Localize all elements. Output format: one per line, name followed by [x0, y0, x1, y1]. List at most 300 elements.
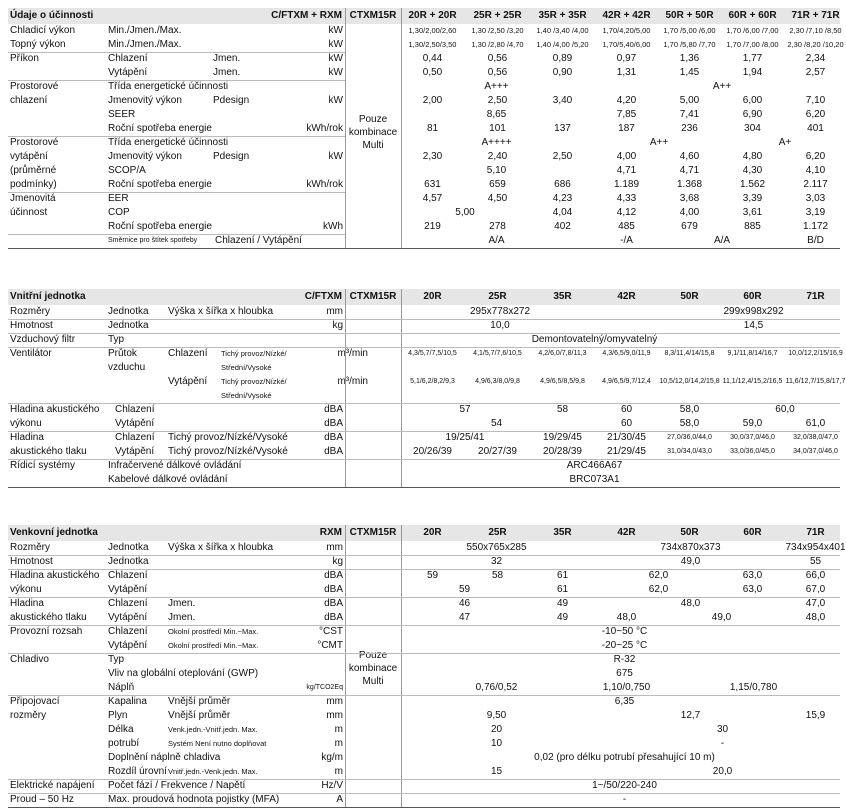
column-header: 50R [680, 527, 699, 538]
unit: kg [332, 320, 343, 331]
divider [8, 347, 840, 348]
value-cell: 3,19 [805, 207, 826, 218]
column-header: CTXM15R [349, 291, 397, 302]
value-cell: 47,0 [805, 598, 826, 609]
value-cell: 58 [556, 404, 569, 415]
table-row [8, 52, 840, 66]
table-row [8, 667, 840, 681]
row-detail: Okolní prostředí Min.~Max. [168, 641, 259, 650]
value-cell: 20/26/39 [413, 446, 452, 457]
table-row [8, 639, 840, 653]
table-row [8, 459, 840, 473]
value-cell: 4,60 [679, 151, 700, 162]
value-cell: 1,70/4,20/5,00 [602, 26, 651, 35]
value-cell: 1,15/0,780 [729, 682, 778, 693]
divider [8, 653, 840, 654]
row-label: výkonu [10, 418, 42, 429]
value-cell: 54 [490, 418, 503, 429]
value-cell: 2,00 [422, 95, 443, 106]
note-line: Pouze [358, 114, 388, 125]
value-cell: 1,70 /7,00 /8,00 [726, 40, 779, 49]
row-label: Hmotnost [10, 320, 53, 331]
value-cell: 5,1/6,2/8,2/9,3 [410, 378, 455, 385]
value-cell: 61 [556, 570, 569, 581]
value-cell: 304 [744, 123, 761, 134]
value-cell: 401 [807, 123, 824, 134]
divider [8, 695, 840, 696]
value-cell: 59,0 [742, 418, 763, 429]
divider [8, 136, 345, 137]
value-cell: 1,70/5,40/6,00 [602, 40, 651, 49]
value-cell: 1,30 /2,50 /3,20 [471, 26, 524, 35]
divider [8, 779, 840, 780]
table-row [8, 178, 840, 192]
value-cell: 0,50 [422, 67, 443, 78]
row-label: (průměrné [10, 165, 57, 176]
value-cell: 2,40 [487, 151, 508, 162]
value-cell: 7,10 [805, 95, 826, 106]
multi-only-note [345, 113, 401, 152]
row-sublabel: Vliv na globální oteplování (GWP) [108, 668, 259, 679]
value-cell: 2.117 [803, 179, 828, 190]
row-label: Rozměry [10, 306, 51, 317]
value-cell: 4,57 [422, 193, 443, 204]
divider [8, 807, 840, 808]
divider [8, 248, 840, 249]
value-cell: 30 [716, 724, 729, 735]
value-cell: 278 [489, 221, 506, 232]
row-label: Topný výkon [10, 39, 66, 50]
unit: kWh/rok [306, 123, 343, 134]
table-row [8, 361, 840, 375]
column-header: 35R + 35R [538, 10, 587, 21]
indoor-unit-table [8, 289, 846, 487]
table-row [8, 653, 840, 667]
row-sublabel: SCOP/A [108, 165, 146, 176]
table-row [8, 709, 840, 723]
value-cell: 15 [490, 766, 503, 777]
value-cell: 3,61 [742, 207, 763, 218]
value-cell: 20/27/39 [478, 446, 517, 457]
column-header: 71R [806, 291, 825, 302]
value-cell: 2,30 [422, 151, 443, 162]
column-header: 60R [743, 291, 762, 302]
table-row [8, 94, 840, 108]
value-cell: 6,20 [805, 109, 826, 120]
row-sublabel: Kabelové dálkové ovládání [108, 474, 228, 485]
value-cell: 299x998x292 [723, 306, 784, 317]
column-header: 42R + 42R [602, 10, 651, 21]
value-cell: 60,0 [775, 404, 795, 415]
value-cell: 0,90 [552, 67, 573, 78]
value-cell: 10 [490, 738, 503, 749]
divider [8, 569, 840, 570]
row-sublabel: Max. proudová hodnota pojistky (MFA) [108, 794, 280, 805]
value-cell: 49,0 [680, 556, 701, 567]
table-row [8, 597, 840, 611]
unit: °CMT [317, 640, 343, 651]
table-row [8, 625, 840, 639]
row-label: Prostorové [10, 137, 59, 148]
value-cell: 1,40 /3,40 /4,00 [536, 26, 589, 35]
table-row [8, 403, 840, 417]
column-header: CTXM15R [349, 10, 397, 21]
column-header: 50R [680, 291, 699, 302]
unit: mm [326, 542, 343, 553]
divider [8, 234, 345, 235]
table-row [8, 473, 840, 487]
value-cell: -/A [620, 235, 633, 246]
table-row [8, 541, 846, 555]
row-label: Elektrické napájení [10, 780, 95, 791]
value-cell: 48,0 [616, 612, 637, 623]
value-cell: 1,36 [679, 53, 700, 64]
note-line: Pouze [358, 650, 388, 661]
value-cell: 101 [489, 123, 506, 134]
row-sublabel: Typ [108, 334, 125, 345]
value-cell: 0,76/0,52 [475, 682, 518, 693]
value-cell: A/A [488, 235, 505, 246]
row-label: Hmotnost [10, 556, 53, 567]
value-cell: 20/28/39 [543, 446, 582, 457]
row-sublabel: Jednotka [108, 556, 149, 567]
row-detail: Venk.jedn.-Vnitř.jedn. Max. [168, 725, 258, 734]
unit: kW [328, 151, 343, 162]
table-row [8, 723, 840, 737]
value-cell: 6,35 [614, 696, 635, 707]
table-row [8, 80, 840, 94]
value-cell: 19/29/45 [543, 432, 582, 443]
row-detail: Výška x šířka x hloubka [168, 542, 274, 553]
value-cell: 11,1/12,4/15,2/16,5 [722, 378, 783, 385]
row-sublabel: Min./Jmen./Max. [108, 39, 182, 50]
value-cell: 402 [554, 221, 571, 232]
unit: kg [332, 556, 343, 567]
value-cell: 8,3/11,4/14/15,8 [664, 350, 715, 357]
row-sublabel: Jednotka [108, 306, 149, 317]
table-row [8, 108, 840, 122]
column-header: C/FTXM [304, 291, 342, 302]
table-row [8, 220, 840, 234]
column-header: 25R [488, 527, 507, 538]
value-cell: 5,10 [486, 165, 507, 176]
value-cell: - [720, 738, 725, 749]
table-row [8, 164, 840, 178]
value-cell: 31,0/34,0/43,0 [667, 448, 712, 455]
row-sublabel: Třída energetické účinnosti [108, 137, 229, 148]
value-cell: 27,0/36,0/44,0 [667, 434, 712, 441]
unit: mm [326, 696, 343, 707]
value-cell: 219 [424, 221, 441, 232]
value-cell: 885 [744, 221, 761, 232]
value-cell: 1.172 [802, 221, 829, 232]
table-title: Venkovní jednotka [10, 527, 98, 538]
value-cell: 33,0/36,0/45,0 [730, 448, 775, 455]
value-cell: 0,97 [616, 53, 637, 64]
row-sublabel: Vytápění [108, 67, 148, 78]
row-label: Příkon [10, 53, 39, 64]
column-header: 20R + 20R [408, 10, 457, 21]
row-label: rozměry [10, 710, 47, 721]
divider [345, 525, 346, 807]
value-cell: 4,71 [616, 165, 637, 176]
row-label: Hladina [10, 432, 44, 443]
row-sublabel: EER [108, 193, 129, 204]
value-cell: 4,50 [487, 193, 508, 204]
unit: m³/min [337, 376, 368, 387]
row-detail: Pdesign [213, 151, 250, 162]
value-cell: 485 [618, 221, 635, 232]
value-cell: 4,33 [616, 193, 637, 204]
value-cell: 6,00 [742, 95, 763, 106]
value-cell: 32 [490, 556, 503, 567]
value-cell: 10,5/12,0/14,2/15,8 [659, 378, 720, 385]
table-row [8, 122, 840, 136]
value-cell: 1.189 [613, 179, 640, 190]
row-sublabel: COP [108, 207, 130, 218]
unit: m [334, 738, 343, 749]
value-cell: 1,10/0,750 [602, 682, 651, 693]
value-cell: A++ [649, 137, 669, 148]
row-label: Hladina akustického [10, 570, 100, 581]
value-cell: 2,50 [552, 151, 573, 162]
column-header: CTXM15R [349, 527, 397, 538]
row-sublabel: Počet fází / Frekvence / Napětí [108, 780, 246, 791]
table-title: Údaje o účinnosti [10, 10, 94, 21]
value-cell: 6,90 [742, 109, 763, 120]
row-sublabel: vzduchu [108, 362, 146, 373]
value-cell: 0,44 [422, 53, 443, 64]
row-detail: Pdesign [213, 95, 250, 106]
value-cell: 46 [458, 598, 471, 609]
row-label: Prostorové [10, 81, 59, 92]
value-cell: 0,56 [487, 67, 508, 78]
value-cell: 4,20 [616, 95, 637, 106]
value-cell: 32,0/38,0/47,0 [793, 434, 838, 441]
row-sublabel: Vytápění [108, 612, 148, 623]
row-sublabel: Vytápění [108, 640, 148, 651]
unit: kg/TCO2Eq [306, 684, 343, 691]
row-detail: Střední/Vysoké [221, 363, 272, 372]
value-cell: 137 [554, 123, 571, 134]
row-label: Rozměry [10, 542, 51, 553]
column-header: 42R [617, 527, 636, 538]
unit: A [336, 794, 343, 805]
value-cell: 1,45 [679, 67, 700, 78]
table-row [8, 611, 840, 625]
value-cell: A+++ [484, 81, 509, 92]
unit: dBA [324, 432, 343, 443]
value-cell: 49 [556, 598, 569, 609]
row-detail: Jmen. [168, 612, 196, 623]
value-cell: A+ [778, 137, 792, 148]
table-row [8, 765, 840, 779]
value-cell: 4,80 [742, 151, 763, 162]
value-cell: 15,9 [805, 710, 826, 721]
value-cell: 62,0 [648, 570, 669, 581]
note-line: Multi [362, 140, 384, 151]
value-cell: 686 [554, 179, 571, 190]
value-cell: 19/25/41 [445, 432, 485, 443]
value-cell: 60 [620, 418, 633, 429]
value-cell: 1,31 [616, 67, 637, 78]
value-cell: -10~50 °C [601, 626, 648, 637]
row-detail: Tichý provoz/Nízké/ [221, 349, 287, 358]
row-sublabel: Chlazení [108, 570, 148, 581]
table-header [8, 8, 840, 24]
row-detail: Střední/Vysoké [221, 391, 272, 400]
value-cell: 2,57 [805, 67, 826, 78]
row-label: Chladivo [10, 654, 49, 665]
unit: mm [326, 710, 343, 721]
value-cell: 4,04 [552, 207, 573, 218]
value-cell: 4,2/6,0/7,8/11,3 [538, 350, 587, 357]
table-row [8, 569, 840, 583]
table-row [8, 681, 840, 695]
column-header: 20R [423, 527, 442, 538]
divider [8, 487, 840, 488]
column-header: 71R [806, 527, 825, 538]
value-cell: 57 [459, 404, 471, 415]
column-header: 71R + 71R [791, 10, 840, 21]
unit: kW [328, 25, 343, 36]
divider [8, 793, 840, 794]
row-label: vytápění [10, 151, 48, 162]
note-line: kombinace [348, 127, 398, 138]
unit: kW [328, 53, 343, 64]
value-cell: R-32 [613, 654, 636, 665]
value-cell: 21/30/45 [607, 432, 646, 443]
row-sublabel: Průtok [108, 348, 137, 359]
table-row [8, 389, 840, 403]
table-row [8, 431, 840, 445]
value-cell: 20 [490, 724, 503, 735]
value-cell: 5,00 [679, 95, 700, 106]
divider [8, 431, 840, 432]
row-label: Připojovací [10, 696, 60, 707]
row-sublabel: Náplň [108, 682, 135, 693]
row-detail: Tichý provoz/Nízké/Vysoké [168, 446, 288, 457]
value-cell: 4,12 [616, 207, 637, 218]
value-cell: 7,41 [679, 109, 700, 120]
row-label: výkonu [10, 584, 42, 595]
row-sublabel: Vytápění [115, 446, 155, 457]
value-cell: 1,77 [742, 53, 763, 64]
divider [401, 525, 402, 807]
column-header: 42R [617, 291, 636, 302]
row-label: Jmenovitá [10, 193, 56, 204]
column-header: C/FTXM + RXM [271, 10, 342, 21]
column-header: 35R [553, 527, 572, 538]
row-sublabel: Roční spotřeba energie [108, 179, 212, 190]
divider [8, 319, 840, 320]
value-cell: 55 [809, 556, 822, 567]
row-detail: Jmen. [213, 67, 241, 78]
value-cell: 8,65 [486, 109, 507, 120]
value-cell: 0,02 (pro délku potrubí přesahující 10 m) [534, 752, 715, 763]
value-cell: 4,1/5,7/7,6/10,5 [473, 350, 522, 357]
row-sublabel: potrubí [108, 738, 140, 749]
row-sublabel: Jmenovitý výkon [108, 95, 182, 106]
table-row [8, 737, 840, 751]
unit: dBA [324, 446, 343, 457]
value-cell: 295x778x272 [469, 306, 531, 317]
row-label: Vzduchový filtr [10, 334, 76, 345]
value-cell: 4,10 [805, 165, 826, 176]
value-cell: 4,00 [616, 151, 637, 162]
value-cell: - [622, 794, 627, 805]
value-cell: 1.368 [676, 179, 703, 190]
value-cell: 58,0 [679, 404, 700, 415]
value-cell: 631 [424, 179, 441, 190]
unit: dBA [324, 418, 343, 429]
row-detail: Jmen. [168, 598, 196, 609]
value-cell: 4,9/6,3/8,0/9,8 [475, 378, 520, 385]
row-sublabel: Chlazení [108, 626, 148, 637]
unit: kW [328, 67, 343, 78]
value-cell: 187 [618, 123, 635, 134]
divider [8, 625, 840, 626]
row-label: Chladicí výkon [10, 25, 76, 36]
value-cell: 63,0 [742, 584, 763, 595]
divider [8, 403, 840, 404]
value-cell: 2,30 /7,10 /8,50 [789, 26, 842, 35]
value-cell: 2,50 [487, 95, 508, 106]
table-row [8, 38, 844, 52]
value-cell: 3,68 [679, 193, 700, 204]
table-row [8, 583, 840, 597]
value-cell: A++++ [481, 137, 512, 148]
unit: dBA [324, 404, 343, 415]
value-cell: 0,56 [487, 53, 508, 64]
row-detail: Chlazení / Vytápění [215, 235, 302, 246]
unit: m [334, 724, 343, 735]
table-row [8, 445, 840, 459]
table-row [8, 375, 846, 389]
value-cell: 34,0/37,0/46,0 [793, 448, 838, 455]
value-cell: 10,0/12,2/15/16,9 [788, 350, 843, 357]
unit: dBA [324, 584, 343, 595]
value-cell: 3,39 [742, 193, 763, 204]
column-header: 60R + 60R [728, 10, 777, 21]
value-cell: 1,94 [742, 67, 763, 78]
table-row [8, 150, 840, 164]
table-row [8, 136, 840, 150]
divider [8, 555, 840, 556]
divider [401, 8, 402, 248]
table-row [8, 555, 840, 569]
value-cell: 5,00 [455, 207, 475, 218]
value-cell: 48,0 [680, 598, 701, 609]
divider [8, 80, 345, 81]
row-label: účinnost [10, 207, 48, 218]
row-sublabel: Roční spotřeba energie [108, 221, 212, 232]
value-cell: 67,0 [805, 584, 826, 595]
row-sublabel: Třída energetické účinnosti [108, 81, 229, 92]
row-sublabel: Jednotka [108, 542, 149, 553]
value-cell: 734x954x401 [785, 542, 846, 553]
table-row [8, 347, 843, 361]
value-cell: 0,89 [552, 53, 573, 64]
unit: °CST [319, 626, 343, 637]
divider [8, 333, 840, 334]
unit: dBA [324, 612, 343, 623]
value-cell: 60 [620, 404, 633, 415]
row-sublabel: Délka [108, 724, 134, 735]
value-cell: A/A [713, 235, 731, 246]
unit: Hz/V [321, 780, 343, 791]
value-cell: 1~/50/220-240 [592, 780, 657, 791]
